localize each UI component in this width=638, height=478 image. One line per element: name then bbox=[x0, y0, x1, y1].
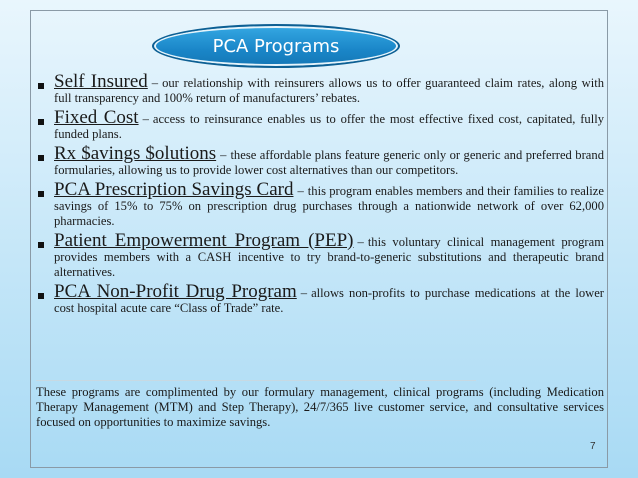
item-heading: Patient Empowerment Program (PEP) bbox=[54, 230, 354, 251]
square-bullet-icon bbox=[38, 293, 44, 299]
item-dash: – bbox=[300, 286, 308, 300]
program-list bbox=[36, 71, 605, 320]
item-text: this voluntary clinical management program provides members with a CASH incentive to try brand-to-generic substitutions and therapeutic brand alternatives. bbox=[54, 235, 604, 279]
item-dash: – bbox=[142, 112, 149, 126]
square-bullet-icon bbox=[38, 155, 44, 161]
square-bullet-icon bbox=[38, 83, 44, 89]
item-heading: PCA Prescription Savings Card bbox=[54, 179, 294, 200]
item-heading: Self Insured bbox=[54, 71, 148, 92]
item-dash: – bbox=[297, 184, 304, 198]
list-item bbox=[36, 107, 605, 142]
divider bbox=[36, 380, 476, 381]
footer-paragraph: These programs are complimented by our formulary management, clinical programs (including Medication Therapy Management (MTM) and Step Therapy), 24/7/365 live customer service, and consultative services focused on opportunities to maximize savings. bbox=[36, 385, 604, 429]
square-bullet-icon bbox=[38, 119, 44, 125]
item-text: allows non-profits to purchase medications at the lower cost hospital acute care “Class of Trade” rate. bbox=[54, 286, 604, 315]
list-item bbox=[36, 143, 604, 178]
item-dash: – bbox=[357, 235, 364, 249]
item-dash: – bbox=[151, 76, 159, 90]
item-heading: Fixed Cost bbox=[54, 107, 139, 128]
square-bullet-icon bbox=[38, 242, 44, 248]
list-item bbox=[36, 71, 604, 106]
item-heading: PCA Non-Profit Drug Program bbox=[54, 281, 297, 302]
page-number: 7 bbox=[590, 441, 596, 452]
item-text: these affordable plans feature generic only or generic and preferred brand formularies, allowing us to provide lower cost alternatives than our competitors. bbox=[54, 148, 604, 177]
slide-title: PCA Programs bbox=[152, 24, 400, 68]
item-text: our relationship with reinsurers allows us to offer guaranteed claim rates, along with full transparency and 100% return of manufacturers’ rebates. bbox=[54, 76, 604, 105]
item-heading: Rx $avings $olutions bbox=[54, 143, 217, 164]
item-text: this program enables members and their families to realize savings of 15% to 75% on prescription drug purchases through a nationwide network of over 62,000 pharmacies. bbox=[54, 184, 604, 228]
item-dash: – bbox=[220, 148, 227, 162]
list-item bbox=[36, 281, 604, 316]
item-text: access to reinsurance enables us to offer the most effective fixed cost, capitated, fully funded plans. bbox=[54, 112, 605, 141]
square-bullet-icon bbox=[38, 191, 44, 197]
list-item bbox=[36, 179, 604, 229]
list-item bbox=[36, 230, 604, 280]
